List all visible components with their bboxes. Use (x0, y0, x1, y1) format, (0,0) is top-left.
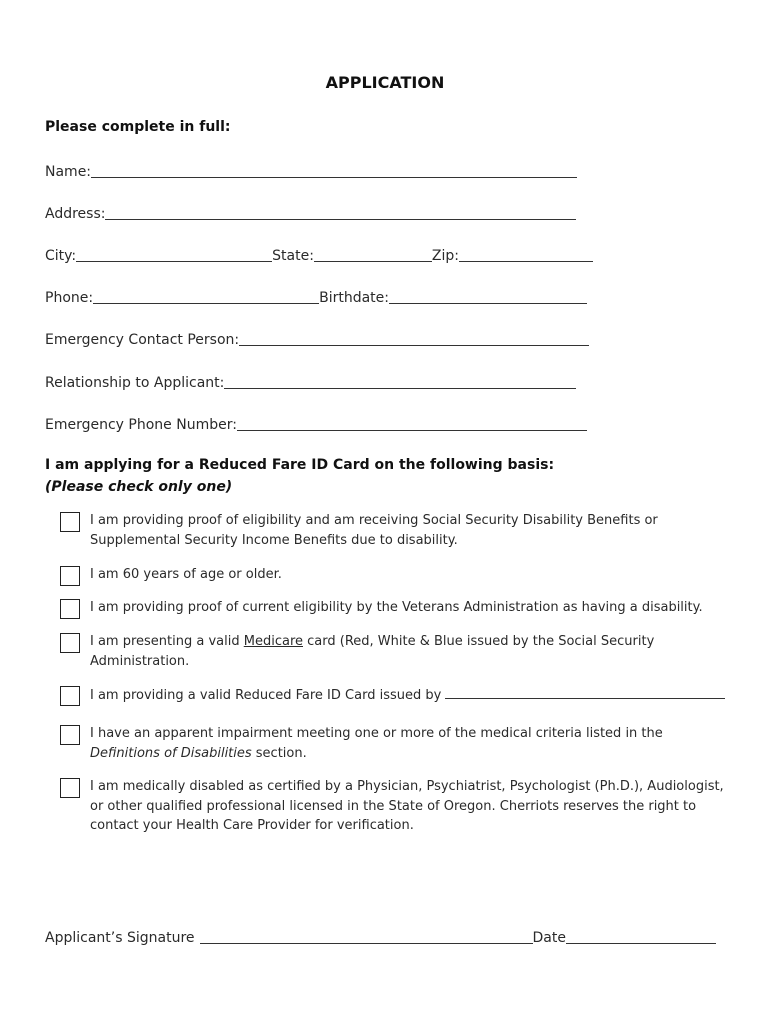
city-state-zip-row (45, 244, 593, 264)
emergency-contact-field[interactable] (239, 330, 589, 346)
option-medical-text: I am medically disabled as certified by a Physician, Psychiatrist, Psychologist (Ph.D.), Audiologist, or other qualified professional licensed in the State of Oregon. Cherriots reserves the right to contact your Health Care Provider for verification. (90, 779, 724, 833)
option-impairment-text (90, 724, 730, 763)
emergency-phone-label: Emergency Phone Number: (45, 417, 237, 433)
date-field[interactable] (566, 928, 716, 944)
checkbox-veterans[interactable] (60, 599, 80, 619)
checkbox-other-card[interactable] (60, 686, 80, 706)
option-medicare (60, 632, 740, 671)
signature-label: Applicant’s Signature (45, 930, 195, 946)
phone-field[interactable] (93, 288, 319, 304)
phone-label: Phone: (45, 290, 94, 306)
checkbox-ssdi[interactable] (60, 512, 80, 532)
issuer-field[interactable] (445, 685, 725, 699)
phone-birthdate-row (45, 286, 587, 306)
basis-note: (Please check only one) (45, 479, 233, 495)
state-field[interactable] (314, 246, 432, 262)
option-other-card (60, 685, 740, 706)
emergency-phone-field[interactable] (237, 415, 587, 431)
relationship-field[interactable] (224, 373, 576, 389)
checkbox-medical[interactable] (60, 778, 80, 798)
checkbox-age[interactable] (60, 566, 80, 586)
medicare-text-pre: I am presenting a valid (90, 634, 244, 649)
medicare-text-post: card (Red, White & Blue issued by the Social Security Administration. (90, 634, 655, 669)
emergency-phone-row (45, 413, 587, 433)
impairment-text-post: section. (251, 745, 307, 761)
option-age (60, 565, 740, 586)
address-label: Address: (45, 206, 106, 222)
basis-heading: I am applying for a Reduced Fare ID Card on the following basis: (45, 457, 555, 473)
option-medicare-text (90, 632, 730, 671)
zip-label: Zip: (431, 248, 460, 264)
emergency-contact-row (45, 328, 589, 348)
impairment-text-pre: I have an apparent impairment meeting one or more of the medical criteria listed in the (90, 726, 663, 741)
medicare-word: Medicare (243, 634, 303, 649)
option-ssdi-text: I am providing proof of eligibility and am receiving Social Security Disability Benefits or Supplemental Security Income Benefits due to disability. (90, 513, 658, 548)
zip-field[interactable] (459, 246, 593, 262)
checkbox-medicare[interactable] (60, 633, 80, 653)
relationship-label: Relationship to Applicant: (45, 375, 225, 391)
option-medical (60, 777, 740, 836)
option-other-card-text (90, 685, 730, 706)
address-field[interactable] (105, 204, 576, 220)
signature-row (45, 926, 716, 946)
birthdate-label: Birthdate: (319, 290, 389, 306)
city-label: City: (45, 248, 77, 264)
other-card-label: I am providing a valid Reduced Fare ID Card issued by (90, 688, 442, 703)
relationship-row (45, 371, 576, 391)
option-age-text: I am 60 years of age or older. (90, 567, 282, 582)
definitions-ref: Definitions of Disabilities (90, 745, 252, 761)
birthdate-field[interactable] (389, 288, 587, 304)
state-label: State: (272, 248, 314, 264)
address-row (45, 202, 576, 222)
signature-field[interactable] (200, 928, 533, 944)
name-row (45, 160, 577, 180)
name-label: Name: (45, 164, 92, 180)
instruction-text: Please complete in full: (45, 119, 231, 135)
date-label: Date (532, 930, 566, 946)
emergency-contact-label: Emergency Contact Person: (45, 332, 240, 348)
option-veterans-text: I am providing proof of current eligibility by the Veterans Administration as having a disability. (90, 600, 703, 615)
city-field[interactable] (76, 246, 272, 262)
option-ssdi (60, 511, 740, 550)
option-veterans (60, 598, 740, 619)
page-title: APPLICATION (325, 73, 445, 92)
name-field[interactable] (91, 162, 577, 178)
checkbox-impairment[interactable] (60, 725, 80, 745)
option-impairment (60, 724, 740, 763)
